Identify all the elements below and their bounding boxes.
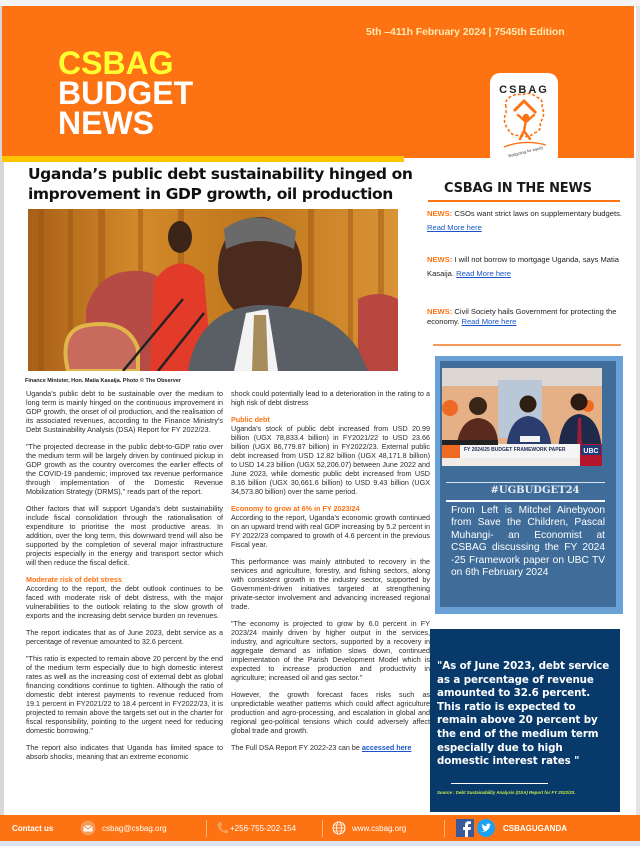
section-heading: Moderate risk of debt stress [26,575,122,584]
paragraph: "The economy is projected to grow by 6.0 percent in FY 2023/24 mainly driven by higher output in the services, industry, and agriculture sectors, supported by a recovery in aggregate demand as inflation slows down, continued implementation of the Parish Development Model which is expected to increase production and productivity in agriculture; increased oil and gas sector." [231,619,430,682]
facebook-icon[interactable] [456,819,474,837]
news-item [427,253,622,281]
headline-line-2: improvement in GDP growth, oil production [28,185,393,203]
pull-quote: "As of June 2023, debt service as a percentage of revenue amounted to 32.6 percent. This ratio is expected to remain above 20 percent by the end of the medium term especially due to high domestic interest rates " [437,660,610,768]
read-more-link[interactable]: Read More here [461,317,517,326]
sidebar-title: CSBAG IN THE NEWS [444,181,592,196]
tv-caption: From Left is Mitchel Ainebyoon from Save the Children, Pascal Muhangi- an Economist at CSBAG discussing the FY 2024 -25 Framework paper on UBC TV on 6th February 2024 [451,505,605,579]
read-more-link[interactable]: Read More here [427,223,482,232]
news-text: Civil Society hails Government for protecting the economy. [427,307,617,326]
footer-separator [322,820,323,837]
article-column-1 [26,389,223,769]
globe-icon [332,821,346,835]
section-moderate-risk [26,575,223,620]
quote-divider [451,783,548,784]
header-accent-bar [2,156,404,162]
read-more-link[interactable]: Read More here [456,269,512,278]
news-tag: NEWS: [427,255,453,264]
footer-phone[interactable] [216,815,296,841]
masthead-news: NEWS [58,105,154,141]
paragraph: According to the report, the debt outlook continues to be faced with moderate risk of debt distress, with the major vulnerabilities to the outlook relating to the slow growth of exports and the increasing debt service burden on revenues. [26,584,223,620]
footer-website[interactable] [332,815,406,841]
social-handle: CSBAGUGANDA [503,823,567,833]
paragraph: According to the report, Uganda’s economic growth continued on an upward trend with real GDP increasing by 5.2 percent in FY 2022/23 compared to growth of 4.6 percent in the previous Fiscal year. [231,513,430,549]
masthead-title [58,45,194,141]
tv-banner-title: FY 2024/25 BUDGET FRAMEWORK PAPER [464,447,566,453]
tv-divider [446,500,605,502]
sidebar-divider [428,200,620,202]
email-text: csbag@csbag.org [102,823,167,833]
footer-separator [206,820,207,837]
paragraph: However, the growth forecast faces risks such as unpredictable weather patterns which could affect agriculture production and agro-processing, and escalation in global and regional geo-political tensions which could adversely affect global trade and growth. [231,690,430,735]
section-public-debt [231,415,430,496]
paragraph: Other factors that will support Uganda’s debt sustainability include fiscal consolidation through the rationalisation of expenditure to prioritise the most productive areas. In addition, over the long term, this downward trend will also be supported by the completion of several major infrastructure projects especially in the energy and transport sector which will then reduce the fiscal deficit. [26,504,223,567]
website-text: www.csbag.org [352,823,407,833]
paragraph: The report indicates that as of June 2023, debt service as a percentage of revenue amounted to 32.6 percent. [26,628,223,646]
section-heading: Public debt [231,415,270,424]
mail-icon [80,820,96,836]
paragraph: Uganda’s stock of public debt increased from USD 20.99 billion (UGX 78,833.4 billion) in FY2021/22 to USD 23.66 billion (UGX 86,779.87 billion) in FY2022/23. External public debt increased from USD 12.82 billion (UGX 48,171.8 billion) to USD 14.23 billion (UGX 52,206.07) between June 2022 and June 2023, while domestic public debt increased from USD 8.16 billion (UGX 30,661.6 billion) to USD 9.43 billion (UGX 34,573.80 billion) over the same period. [231,424,430,496]
minister-photo-image [28,209,398,371]
paragraph: This performance was mainly attributed to recovery in the services and agriculture, forestry, and fishing sectors, along with consistent growth in the industry sector, supported by Government-driven initiatives targeted at strengthening private-sector involvement and advancing increased regional trade. [231,557,430,611]
sidebar-divider [433,344,621,346]
paragraph: Uganda’s public debt to be sustainable over the medium to long term is mainly hinged on the continuous improvement in GDP growth, the onset of oil production, and the realisation of its associated revenues, according to the Finance Ministry’s Debt Sustainability Analysis (DSA) Report for FY 2022/23. [26,389,223,434]
tv-divider [446,482,605,483]
contact-label: Contact us [12,823,54,833]
footer-separator [444,820,445,837]
twitter-icon[interactable] [477,819,495,837]
masthead-csbag: CSBAG [58,45,174,81]
logo-tagline: Budgeting for equity [507,144,544,159]
phone-text: +256-755-202-154 [230,823,297,833]
hashtag: #UGBUDGET24 [490,485,580,496]
phone-icon [216,821,228,835]
section-heading: Economy to grow at 6% in FY 2023/24 [231,504,360,513]
article-headline [28,164,428,204]
section-economy-growth [231,504,430,549]
closing-line [231,743,430,752]
quote-source: Source : Debt Sustainability Analysis (DSA) Report for FY 2022/23. [437,790,576,795]
ubc-tv-panel-image [442,368,602,466]
footer-social [456,815,567,841]
news-tag: NEWS: [427,307,453,316]
tv-channel-logo: UBC [583,448,599,455]
news-tag: NEWS: [427,209,453,218]
headline-line-1: Uganda’s public debt sustainability hinged on [28,165,413,183]
news-item [427,207,622,235]
news-text: I will not borrow to mortgage Uganda, says Matia Kasaija. [427,255,620,278]
closing-text: The Full DSA Report FY 2022-23 can be [231,743,362,752]
footer-underlay [0,841,640,846]
csbag-logo-icon [490,73,558,165]
news-item [427,307,622,327]
paragraph: shock could potentially lead to a deterioration in the rating to a high risk of debt distress [231,389,430,407]
news-text: CSOs want strict laws on supplementary budgets. [452,209,622,218]
logo-letters: CSBAG [499,84,549,96]
paragraph: "The projected decrease in the public debt-to-GDP ratio over the medium term will be largely driven by continued pickup in GDP growth as the country overcomes the earlier effects of the COVID-19 pandemic; improved tax revenue performance through implementation of the Domestic Revenue Mobilization Strategy (DRMS)," reads part of the report. [26,442,223,496]
footer-email[interactable] [80,815,167,841]
article-column-2 [231,389,430,760]
footer-bar [0,815,640,841]
page-edge [636,6,640,818]
edition-line: 5th –411h February 2024 | 7545th Edition [366,26,565,38]
tv-screenshot [442,368,602,466]
article-photo [28,209,398,371]
paragraph: The report also indicates that Uganda has limited space to absorb shocks, meaning that an extreme economic [26,743,223,761]
photo-caption: Finance Minister, Hon. Matia Kasaija. Photo © The Observer [25,378,181,384]
masthead-budget: BUDGET [58,75,194,111]
paragraph: "This ratio is expected to remain above 20 percent by the end of the medium term especially due to high domestic interest rates as well as the increasing cost of external debt as global financing conditions continue to tighten. Although the ratio of domestic debt interest payments to revenue reduced from 19.1 percent in FY2021/22 to 18.4 percent in FY2022/23, it is projected to remain above the targets set out in the charter for fiscal responsibility, pointing to the urgent need for reducing domestic borrowing." [26,654,223,735]
dsa-report-link[interactable]: accessed here [361,743,412,752]
csbag-logo [490,73,558,165]
